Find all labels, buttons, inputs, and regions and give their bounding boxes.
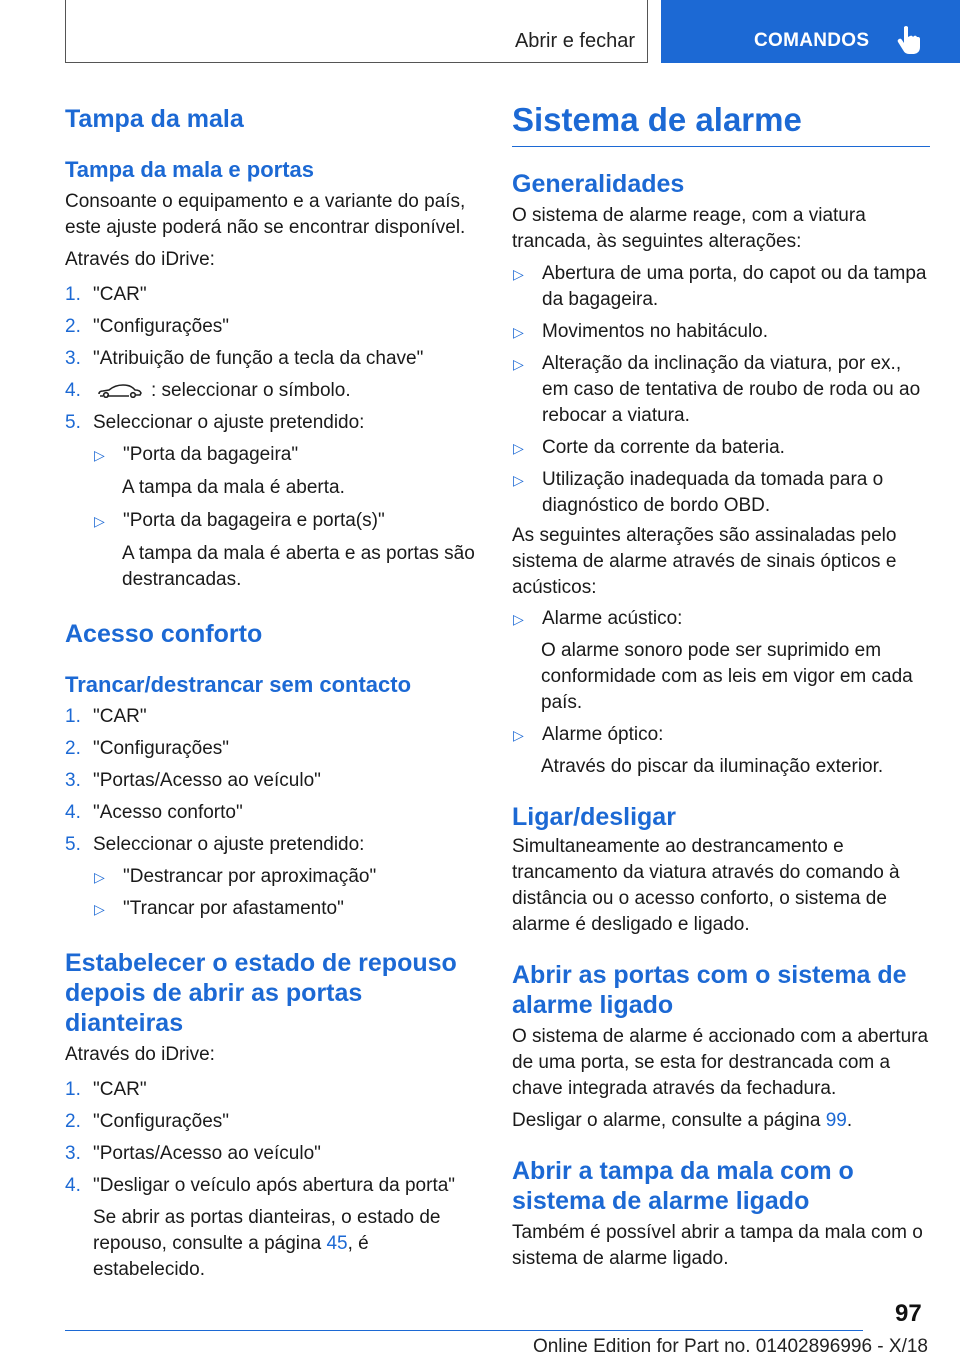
list-item xyxy=(65,1109,480,1135)
triangle-bullet-icon: ▷ xyxy=(94,869,105,885)
list-item xyxy=(93,896,480,922)
step-text: "CAR" xyxy=(93,284,147,305)
steps-list-tampa xyxy=(65,282,480,593)
step-description xyxy=(65,1205,480,1283)
step-number: 1. xyxy=(65,284,81,305)
list-item xyxy=(93,508,480,534)
header-chapter-tab[interactable] xyxy=(661,0,960,63)
heading-generalidades: Generalidades xyxy=(512,170,685,198)
step-text: "Configurações" xyxy=(93,316,230,337)
list-item xyxy=(93,442,480,468)
step-number: 4. xyxy=(65,1175,81,1196)
list-item xyxy=(65,704,480,730)
paragraph-text: . xyxy=(846,1110,853,1131)
car-icon xyxy=(97,384,143,398)
list-item xyxy=(512,261,930,313)
triangle-bullet-icon: ▷ xyxy=(513,266,524,282)
heading-abrir-tampa: Abrir a tampa da mala com o sistema de alarme ligado xyxy=(512,1157,854,1215)
description-text: Se abrir as portas dianteiras, o estado de repouso, consulte a página xyxy=(93,1207,441,1254)
step-number: 2. xyxy=(65,316,81,337)
step-number: 3. xyxy=(65,348,81,369)
triangle-bullet-icon: ▷ xyxy=(94,447,105,463)
page-link-99[interactable]: 99 xyxy=(825,1110,847,1131)
step-text: "Portas/Acesso ao veículo" xyxy=(93,770,321,791)
option-text: "Porta da bagageira e porta(s)" xyxy=(123,510,385,531)
bullet-text: Movimentos no habitáculo. xyxy=(542,321,769,342)
triangle-bullet-icon: ▷ xyxy=(513,356,524,372)
heading-tampa-da-mala: Tampa da mala xyxy=(65,105,244,133)
triangle-bullet-icon: ▷ xyxy=(513,472,524,488)
step-number: 3. xyxy=(65,1143,81,1164)
bullet-text: Alteração da inclinação da viatura, por ex., em caso de tentativa de roubo de roda ou ao rebocar a viatura. xyxy=(542,353,921,426)
step-number: 1. xyxy=(65,1079,81,1100)
heading-abrir-portas: Abrir as portas com o sistema de alarme ligado xyxy=(512,961,907,1019)
list-item xyxy=(512,351,930,429)
chapter-title: COMANDOS xyxy=(754,30,870,51)
right-column xyxy=(512,100,930,1272)
step-text: "Portas/Acesso ao veículo" xyxy=(93,1143,321,1164)
paragraph-reage: O sistema de alarme reage, com a viatura trancada, às seguintes alterações: xyxy=(512,205,866,252)
list-item xyxy=(512,467,930,519)
step-text: "Configurações" xyxy=(93,738,230,759)
list-item xyxy=(65,410,480,436)
list-item xyxy=(65,282,480,308)
paragraph-tambem: Também é possível abrir a tampa da mala com o sistema de alarme ligado. xyxy=(512,1222,923,1269)
paragraph-idrive: Através do iDrive: xyxy=(65,1044,215,1065)
paragraph-idrive: Através do iDrive: xyxy=(65,249,215,270)
triangle-bullet-icon: ▷ xyxy=(94,901,105,917)
alarm-trigger-list xyxy=(512,261,930,519)
paragraph-consoante: Consoante o equipamento e a variante do país, este ajuste poderá não se encontrar disponível. xyxy=(65,191,466,238)
triangle-bullet-icon: ▷ xyxy=(94,513,105,529)
paragraph-abrir-portas: O sistema de alarme é accionado com a abertura de uma porta, se esta for destrancada com a chave integrada através da fechadura. xyxy=(512,1026,929,1099)
step-text: Seleccionar o ajuste pretendido: xyxy=(93,412,365,433)
list-item xyxy=(65,736,480,762)
bullet-text: Abertura de uma porta, do capot ou da tampa da bagageira. xyxy=(542,263,927,310)
steps-list-repouso xyxy=(65,1077,480,1283)
list-item xyxy=(512,319,930,345)
list-item xyxy=(65,378,480,404)
list-item xyxy=(65,346,480,372)
list-item xyxy=(512,722,930,748)
bullet-text: Corte da corrente da bateria. xyxy=(542,437,785,458)
step-text: "CAR" xyxy=(93,706,147,727)
bullet-text: Alarme acústico: xyxy=(542,608,683,629)
heading-tampa-e-portas: Tampa da mala e portas xyxy=(65,157,315,182)
step-text: "Atribuição de função a tecla da chave" xyxy=(93,348,424,369)
step-text xyxy=(93,378,351,404)
step-text-suffix: : seleccionar o símbolo. xyxy=(151,380,351,401)
left-column xyxy=(65,100,480,1283)
list-item xyxy=(65,1077,480,1103)
list-item xyxy=(65,1141,480,1167)
list-item xyxy=(93,864,480,890)
paragraph-desligar-alarme xyxy=(512,1108,930,1134)
step-number: 3. xyxy=(65,770,81,791)
bullet-description: O alarme sonoro pode ser suprimido em conformidade com as leis em vigor em cada país. xyxy=(541,640,913,713)
bullet-text: Utilização inadequada da tomada para o diagnóstico de bordo OBD. xyxy=(542,469,884,516)
step-number: 4. xyxy=(65,380,81,401)
heading-trancar-destrancar: Trancar/destrancar sem contacto xyxy=(65,672,412,697)
step-text: "Configurações" xyxy=(93,1111,230,1132)
step-number: 5. xyxy=(65,834,81,855)
footer-edition: Online Edition for Part no. 01402896996 - X/18 xyxy=(532,1336,928,1357)
header-section-box xyxy=(65,0,648,63)
step-text: "Acesso conforto" xyxy=(93,802,243,823)
triangle-bullet-icon: ▷ xyxy=(513,324,524,340)
paragraph-assinaladas: As seguintes alterações são assinaladas pelo sistema de alarme através de sinais ópticos e acústicos: xyxy=(512,525,897,598)
page-number: 97 xyxy=(895,1300,922,1327)
paragraph-text: Desligar o alarme, consulte a página xyxy=(512,1110,826,1131)
list-item xyxy=(65,832,480,858)
list-item xyxy=(512,606,930,632)
list-item xyxy=(65,800,480,826)
list-item xyxy=(65,768,480,794)
bullet-text: Alarme óptico: xyxy=(542,724,664,745)
alarm-signal-list xyxy=(512,606,930,780)
triangle-bullet-icon: ▷ xyxy=(513,611,524,627)
bullet-description: Através do piscar da iluminação exterior. xyxy=(541,756,884,777)
step-number: 1. xyxy=(65,706,81,727)
option-description: A tampa da mala é aberta. xyxy=(122,477,345,498)
hand-pointer-icon xyxy=(896,25,922,55)
option-text: "Trancar por afastamento" xyxy=(123,898,344,919)
heading-sistema-de-alarme: Sistema de alarme xyxy=(512,100,930,147)
list-item xyxy=(512,435,930,461)
footer-divider xyxy=(65,1330,863,1331)
heading-ligar-desligar: Ligar/desligar xyxy=(512,803,676,831)
option-list xyxy=(65,442,480,593)
step-number: 2. xyxy=(65,738,81,759)
step-number: 5. xyxy=(65,412,81,433)
page-link-45[interactable]: 45 xyxy=(326,1233,348,1254)
option-list xyxy=(65,864,480,922)
list-item xyxy=(65,314,480,340)
step-text: "CAR" xyxy=(93,1079,147,1100)
section-title: Abrir e fechar xyxy=(514,30,635,52)
triangle-bullet-icon: ▷ xyxy=(513,727,524,743)
list-item xyxy=(65,1173,480,1199)
paragraph-ligar: Simultaneamente ao destrancamento e trancamento da viatura através do comando à distância ou o acesso conforto, o sistema de alarme é desligado e ligado. xyxy=(512,836,900,935)
heading-acesso-conforto: Acesso conforto xyxy=(65,620,263,648)
option-text: "Destrancar por aproximação" xyxy=(123,866,377,887)
heading-estado-repouso: Estabelecer o estado de repouso depois de abrir as portas dianteiras xyxy=(65,949,457,1037)
step-number: 4. xyxy=(65,802,81,823)
option-description: A tampa da mala é aberta e as portas são destrancadas. xyxy=(122,543,475,590)
option-text: "Porta da bagageira" xyxy=(123,444,299,465)
step-text: Seleccionar o ajuste pretendido: xyxy=(93,834,365,855)
description-text: , é estabelecido. xyxy=(93,1233,369,1280)
triangle-bullet-icon: ▷ xyxy=(513,440,524,456)
step-text: "Desligar o veículo após abertura da porta" xyxy=(93,1175,456,1196)
steps-list-acesso xyxy=(65,704,480,922)
step-number: 2. xyxy=(65,1111,81,1132)
